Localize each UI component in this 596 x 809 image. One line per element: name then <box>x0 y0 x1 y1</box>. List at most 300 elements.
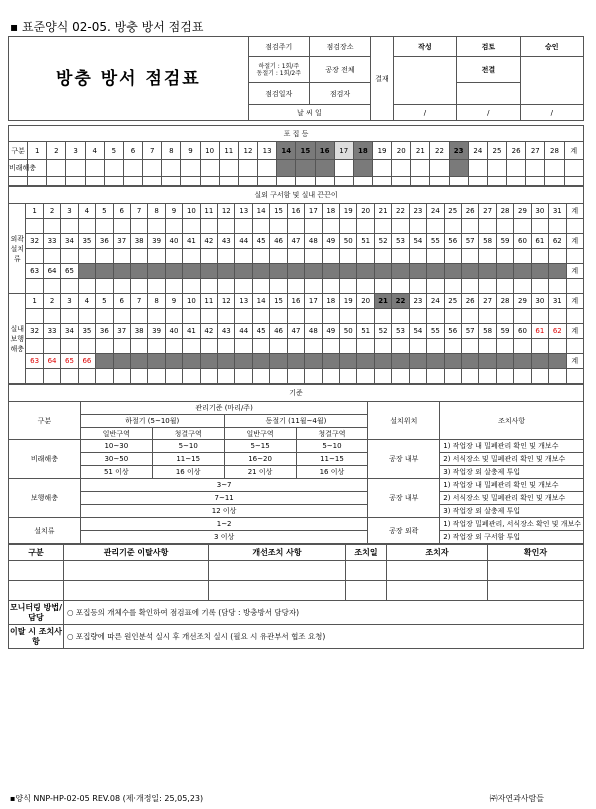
outdoor-station-cell[interactable] <box>252 279 269 294</box>
flying-label: 비래해충 <box>9 440 81 479</box>
outdoor-station-cell[interactable] <box>78 219 95 234</box>
outdoor-station-cell[interactable] <box>113 279 130 294</box>
outdoor-station-number: 50 <box>340 234 357 249</box>
outdoor-station-cell[interactable] <box>531 249 548 264</box>
trap-count-cell[interactable] <box>258 160 277 177</box>
outdoor-station-cell[interactable] <box>496 219 513 234</box>
trap-count-cell[interactable] <box>66 160 85 177</box>
outdoor-station-cell[interactable] <box>270 279 287 294</box>
blank-cell <box>430 177 449 186</box>
trap-count-cell[interactable] <box>181 160 200 177</box>
outdoor-station-number: 1 <box>26 204 43 219</box>
reviewer-sign[interactable] <box>457 83 520 105</box>
indoor-station-number: 11 <box>200 294 217 309</box>
outdoor-station-cell[interactable] <box>43 219 60 234</box>
trap-count-cell[interactable] <box>143 160 162 177</box>
indoor-station-cell[interactable] <box>496 339 513 354</box>
indoor-station-cell[interactable] <box>165 369 182 384</box>
outdoor-station-cell[interactable] <box>183 219 200 234</box>
indoor-station-cell[interactable] <box>148 309 165 324</box>
outdoor-station-cell[interactable] <box>305 219 322 234</box>
indoor-station-number: 46 <box>270 324 287 339</box>
indoor-station-cell[interactable] <box>531 309 548 324</box>
indoor-station-number: 47 <box>287 324 304 339</box>
outdoor-station-cell[interactable] <box>461 279 478 294</box>
outdoor-station-cell[interactable] <box>340 219 357 234</box>
indoor-station-cell[interactable] <box>444 369 461 384</box>
indoor-station-cell[interactable] <box>270 369 287 384</box>
indoor-station-cell[interactable] <box>26 339 43 354</box>
log-cell[interactable] <box>488 561 584 581</box>
indoor-station-cell[interactable] <box>479 309 496 324</box>
unused-cell <box>479 264 496 279</box>
trap-count-cell[interactable] <box>430 160 449 177</box>
indoor-station-cell[interactable] <box>183 309 200 324</box>
indoor-station-cell[interactable] <box>218 369 235 384</box>
trap-count-cell[interactable] <box>238 160 257 177</box>
unused-cell <box>148 264 165 279</box>
indoor-station-cell[interactable] <box>218 309 235 324</box>
trap-count-cell[interactable] <box>200 160 219 177</box>
outdoor-station-cell[interactable] <box>270 219 287 234</box>
outdoor-station-cell[interactable] <box>374 249 391 264</box>
indoor-station-cell[interactable] <box>427 309 444 324</box>
indoor-station-number: 20 <box>357 294 374 309</box>
outdoor-station-cell[interactable] <box>409 279 426 294</box>
outdoor-station-cell[interactable] <box>130 279 147 294</box>
monitor-label: 모니터링 방법/담당 <box>9 601 64 625</box>
trap-count-cell[interactable] <box>219 160 238 177</box>
outdoor-station-cell[interactable] <box>252 249 269 264</box>
outdoor-station-cell[interactable] <box>549 249 566 264</box>
indoor-station-cell[interactable] <box>287 309 304 324</box>
blank-cell <box>9 177 28 186</box>
log-cell[interactable] <box>488 581 584 601</box>
trap-count-cell[interactable] <box>507 160 526 177</box>
outdoor-station-cell[interactable] <box>427 279 444 294</box>
outdoor-station-cell[interactable] <box>200 279 217 294</box>
indoor-station-number: 15 <box>270 294 287 309</box>
outdoor-station-cell[interactable] <box>305 249 322 264</box>
indoor-station-cell[interactable] <box>427 339 444 354</box>
outdoor-station-cell[interactable] <box>165 219 182 234</box>
trap-count-cell[interactable] <box>162 160 181 177</box>
outdoor-station-cell[interactable] <box>183 279 200 294</box>
indoor-station-cell[interactable] <box>409 309 426 324</box>
outdoor-station-cell[interactable] <box>322 219 339 234</box>
unused-cell <box>305 264 322 279</box>
trap-number: 11 <box>219 142 238 160</box>
outdoor-station-cell[interactable] <box>322 249 339 264</box>
outdoor-station-number: 33 <box>43 234 60 249</box>
indoor-station-cell[interactable] <box>496 309 513 324</box>
trap-count-cell[interactable] <box>411 160 430 177</box>
indoor-station-cell[interactable] <box>165 339 182 354</box>
log-cell[interactable] <box>64 581 209 601</box>
indoor-station-cell[interactable] <box>148 339 165 354</box>
trap-count-cell[interactable] <box>372 160 391 177</box>
indoor-station-cell[interactable] <box>392 309 409 324</box>
indoor-station-number: 60 <box>514 324 531 339</box>
outdoor-station-cell[interactable] <box>113 249 130 264</box>
indoor-station-cell[interactable] <box>461 369 478 384</box>
indoor-station-cell[interactable] <box>96 309 113 324</box>
outdoor-station-cell[interactable] <box>96 279 113 294</box>
outdoor-station-number: 51 <box>357 234 374 249</box>
trap-number: 1 <box>28 142 47 160</box>
outdoor-station-cell[interactable] <box>514 219 531 234</box>
indoor-station-cell[interactable] <box>130 309 147 324</box>
monitor-text: ○ 포집등의 개체수를 확인하여 점검표에 기록 (담당 : 방충방서 담당자) <box>64 601 584 625</box>
outdoor-station-cell[interactable] <box>200 249 217 264</box>
blank-cell <box>449 177 468 186</box>
trap-number: 23 <box>449 142 468 160</box>
log-cell[interactable] <box>64 561 209 581</box>
outdoor-station-cell[interactable] <box>549 279 566 294</box>
unused-cell <box>235 354 252 369</box>
criteria-title: 기준 <box>9 385 584 402</box>
trap-count-cell[interactable] <box>449 160 468 177</box>
outdoor-station-cell[interactable] <box>374 279 391 294</box>
outdoor-station-cell[interactable] <box>531 279 548 294</box>
trap-total-cell[interactable] <box>564 160 583 177</box>
indoor-station-cell[interactable] <box>270 339 287 354</box>
indoor-station-cell[interactable] <box>322 309 339 324</box>
outdoor-station-cell[interactable] <box>287 219 304 234</box>
outdoor-total-cell[interactable] <box>566 219 584 234</box>
criteria-kind: 구분 <box>9 402 81 440</box>
indoor-station-number: 17 <box>305 294 322 309</box>
log-cell[interactable] <box>387 581 488 601</box>
indoor-station-cell[interactable] <box>26 309 43 324</box>
outdoor-station-cell[interactable] <box>340 279 357 294</box>
indoor-station-cell[interactable] <box>235 339 252 354</box>
outdoor-station-number: 5 <box>96 204 113 219</box>
indoor-station-cell[interactable] <box>531 339 548 354</box>
trap-number: 2 <box>47 142 66 160</box>
outdoor-station-cell[interactable] <box>427 219 444 234</box>
outdoor-station-cell[interactable] <box>200 219 217 234</box>
outdoor-station-cell[interactable] <box>427 249 444 264</box>
outdoor-station-cell[interactable] <box>479 279 496 294</box>
indoor-station-cell[interactable] <box>287 369 304 384</box>
outdoor-station-cell[interactable] <box>461 249 478 264</box>
indoor-station-cell[interactable] <box>305 369 322 384</box>
indoor-station-cell[interactable] <box>43 369 60 384</box>
indoor-total-cell[interactable] <box>566 369 584 384</box>
outdoor-station-number: 30 <box>531 204 548 219</box>
log-cell[interactable] <box>346 561 387 581</box>
outdoor-station-cell[interactable] <box>61 219 78 234</box>
indoor-station-cell[interactable] <box>392 369 409 384</box>
trap-number: 4 <box>85 142 104 160</box>
trap-count-cell[interactable] <box>315 160 334 177</box>
outdoor-station-cell[interactable] <box>409 219 426 234</box>
trap-count-cell[interactable] <box>487 160 506 177</box>
outdoor-station-cell[interactable] <box>479 249 496 264</box>
blank-cell <box>507 177 526 186</box>
indoor-station-cell[interactable] <box>479 369 496 384</box>
indoor-station-number: 16 <box>287 294 304 309</box>
indoor-station-cell[interactable] <box>43 339 60 354</box>
log-cell[interactable] <box>9 561 64 581</box>
outdoor-station-cell[interactable] <box>479 219 496 234</box>
indoor-station-cell[interactable] <box>287 339 304 354</box>
indoor-station-number: 64 <box>43 354 60 369</box>
outdoor-station-cell[interactable] <box>444 279 461 294</box>
indoor-station-cell[interactable] <box>183 339 200 354</box>
outdoor-station-number: 6 <box>113 204 130 219</box>
outdoor-station-cell[interactable] <box>235 279 252 294</box>
outdoor-station-cell[interactable] <box>148 219 165 234</box>
outdoor-station-cell[interactable] <box>392 219 409 234</box>
indoor-station-cell[interactable] <box>113 369 130 384</box>
outdoor-station-cell[interactable] <box>113 219 130 234</box>
indoor-station-cell[interactable] <box>218 339 235 354</box>
outdoor-station-cell[interactable] <box>78 279 95 294</box>
outdoor-station-cell[interactable] <box>130 249 147 264</box>
indoor-station-number: 24 <box>427 294 444 309</box>
indoor-station-cell[interactable] <box>96 339 113 354</box>
indoor-station-cell[interactable] <box>96 369 113 384</box>
trap-count-cell[interactable] <box>47 160 66 177</box>
outdoor-station-cell[interactable] <box>165 249 182 264</box>
outdoor-station-cell[interactable] <box>148 279 165 294</box>
indoor-station-cell[interactable] <box>409 339 426 354</box>
outdoor-station-cell[interactable] <box>287 279 304 294</box>
indoor-station-cell[interactable] <box>374 309 391 324</box>
date-label: 점검일자 <box>248 83 309 105</box>
outdoor-station-cell[interactable] <box>78 249 95 264</box>
indoor-station-number: 56 <box>444 324 461 339</box>
outdoor-station-number: 64 <box>43 264 60 279</box>
unused-cell <box>392 354 409 369</box>
indoor-station-cell[interactable] <box>479 339 496 354</box>
bait-station-table <box>8 186 584 384</box>
indoor-station-cell[interactable] <box>113 339 130 354</box>
indoor-station-cell[interactable] <box>427 369 444 384</box>
trap-number: 19 <box>372 142 391 160</box>
indoor-station-cell[interactable] <box>340 369 357 384</box>
outdoor-station-cell[interactable] <box>374 219 391 234</box>
indoor-station-number: 21 <box>374 294 391 309</box>
indoor-station-cell[interactable] <box>549 339 566 354</box>
unused-cell <box>514 354 531 369</box>
indoor-total-cell[interactable] <box>566 309 584 324</box>
indoor-station-cell[interactable] <box>357 339 374 354</box>
indoor-station-cell[interactable] <box>305 309 322 324</box>
indoor-station-cell[interactable] <box>549 309 566 324</box>
indoor-total-cell[interactable] <box>566 339 584 354</box>
indoor-station-number: 65 <box>61 354 78 369</box>
outdoor-station-cell[interactable] <box>409 249 426 264</box>
trap-count-cell[interactable] <box>334 160 353 177</box>
outdoor-station-cell[interactable] <box>165 279 182 294</box>
indoor-station-cell[interactable] <box>514 369 531 384</box>
indoor-station-cell[interactable] <box>322 339 339 354</box>
indoor-station-cell[interactable] <box>374 339 391 354</box>
unused-cell <box>183 264 200 279</box>
trap-count-cell[interactable] <box>545 160 564 177</box>
indoor-station-cell[interactable] <box>252 339 269 354</box>
trap-number: 9 <box>181 142 200 160</box>
outdoor-station-cell[interactable] <box>287 249 304 264</box>
indoor-station-cell[interactable] <box>461 339 478 354</box>
trap-count-cell[interactable] <box>296 160 315 177</box>
outdoor-station-cell[interactable] <box>357 279 374 294</box>
indoor-station-cell[interactable] <box>61 309 78 324</box>
outdoor-station-cell[interactable] <box>148 249 165 264</box>
outdoor-station-cell[interactable] <box>235 249 252 264</box>
indoor-station-number: 39 <box>148 324 165 339</box>
indoor-station-cell[interactable] <box>340 309 357 324</box>
outdoor-station-cell[interactable] <box>392 279 409 294</box>
outdoor-station-cell[interactable] <box>357 219 374 234</box>
indoor-station-cell[interactable] <box>374 369 391 384</box>
author-sign[interactable] <box>393 57 456 105</box>
criteria-table: 기준 구분 관리기준 (마리/주) 설치위치 조치사항 하절기 (5~10월) 동절기 (11월~4월) 일반구역 청결구역 일반구역 청결구역 비래해충 10~30 5~10 5~15 5~10 공장 내부 1) 작업장 내 밀폐관리 확인 및 개보수 30~50 11~15 16~20 11~15 2) 서식장소 및 밀폐관리 확인 및 개보수 51 이상 16 이상 21 이상 16 이상 3) 작업장 외 살충제 투입 보행해충 3~7 공장 내부 1) 작업장 내 밀폐관리 확인 및 개보수 7~11 2) 서식장소 및 밀폐관리 확인 및 개보수 12 이상 3) 작업장 외 살충제 투입 설치류 1~2 공장 외곽 1) 작업장 밀폐관리, 서식장소 확인 및 개보수 3 이상 2) 작업장 외 구서함 투입 <box>8 384 584 544</box>
trap-count-cell[interactable] <box>123 160 142 177</box>
unused-cell <box>113 354 130 369</box>
indoor-station-cell[interactable] <box>305 339 322 354</box>
trap-count-cell[interactable] <box>85 160 104 177</box>
indoor-station-cell[interactable] <box>43 309 60 324</box>
outdoor-station-cell[interactable] <box>270 249 287 264</box>
place-label: 점검장소 <box>309 37 370 57</box>
indoor-station-cell[interactable] <box>130 339 147 354</box>
main-title: 방충 방서 점검표 <box>9 37 249 121</box>
unused-cell <box>461 354 478 369</box>
outdoor-station-number: 13 <box>235 204 252 219</box>
indoor-station-cell[interactable] <box>130 369 147 384</box>
outdoor-station-cell[interactable] <box>514 279 531 294</box>
indoor-station-cell[interactable] <box>78 369 95 384</box>
outdoor-station-cell[interactable] <box>252 219 269 234</box>
outdoor-station-cell[interactable] <box>514 249 531 264</box>
indoor-station-cell[interactable] <box>61 339 78 354</box>
outdoor-station-cell[interactable] <box>549 219 566 234</box>
outdoor-station-cell[interactable] <box>26 219 43 234</box>
outdoor-station-cell[interactable] <box>218 219 235 234</box>
indoor-station-cell[interactable] <box>322 369 339 384</box>
approver-sign[interactable] <box>520 57 583 105</box>
outdoor-station-cell[interactable] <box>183 249 200 264</box>
trap-count-cell[interactable] <box>277 160 296 177</box>
indoor-station-cell[interactable] <box>549 369 566 384</box>
log-cell[interactable] <box>209 581 346 601</box>
outdoor-total-cell[interactable] <box>566 279 584 294</box>
unused-cell <box>78 264 95 279</box>
log-cell[interactable] <box>209 561 346 581</box>
indoor-station-cell[interactable] <box>148 369 165 384</box>
indoor-station-cell[interactable] <box>252 309 269 324</box>
log-cell[interactable] <box>387 561 488 581</box>
outdoor-station-cell[interactable] <box>444 219 461 234</box>
indoor-station-number: 8 <box>148 294 165 309</box>
log-cell[interactable] <box>346 581 387 601</box>
trap-number: 22 <box>430 142 449 160</box>
outdoor-station-cell[interactable] <box>26 249 43 264</box>
indoor-station-cell[interactable] <box>340 339 357 354</box>
indoor-station-cell[interactable] <box>78 309 95 324</box>
indoor-station-number: 66 <box>78 354 95 369</box>
outdoor-station-number: 54 <box>409 234 426 249</box>
outdoor-station-cell[interactable] <box>305 279 322 294</box>
outdoor-station-cell[interactable] <box>218 249 235 264</box>
outdoor-station-number: 31 <box>549 204 566 219</box>
indoor-station-cell[interactable] <box>357 309 374 324</box>
trap-count-cell[interactable] <box>392 160 411 177</box>
outdoor-station-cell[interactable] <box>340 249 357 264</box>
outdoor-station-cell[interactable] <box>96 249 113 264</box>
indoor-station-cell[interactable] <box>514 309 531 324</box>
indoor-station-cell[interactable] <box>514 339 531 354</box>
trap-number: 13 <box>258 142 277 160</box>
outdoor-station-cell[interactable] <box>96 219 113 234</box>
indoor-station-cell[interactable] <box>113 309 130 324</box>
outdoor-station-cell[interactable] <box>26 279 43 294</box>
outdoor-station-cell[interactable] <box>531 219 548 234</box>
trap-total: 계 <box>564 142 583 160</box>
trap-count-cell[interactable] <box>468 160 487 177</box>
indoor-station-cell[interactable] <box>461 309 478 324</box>
outdoor-station-cell[interactable] <box>461 219 478 234</box>
indoor-station-cell[interactable] <box>200 309 217 324</box>
outdoor-station-cell[interactable] <box>43 249 60 264</box>
outdoor-station-cell[interactable] <box>322 279 339 294</box>
outdoor-station-cell[interactable] <box>357 249 374 264</box>
indoor-station-cell[interactable] <box>200 339 217 354</box>
trap-count-cell[interactable] <box>353 160 372 177</box>
log-cell[interactable] <box>9 581 64 601</box>
indoor-station-cell[interactable] <box>357 369 374 384</box>
trap-count-cell[interactable] <box>526 160 545 177</box>
indoor-station-cell[interactable] <box>270 309 287 324</box>
outdoor-station-cell[interactable] <box>61 279 78 294</box>
outdoor-station-cell[interactable] <box>392 249 409 264</box>
indoor-station-cell[interactable] <box>78 339 95 354</box>
outdoor-station-cell[interactable] <box>218 279 235 294</box>
outdoor-station-cell[interactable] <box>444 249 461 264</box>
outdoor-station-cell[interactable] <box>61 249 78 264</box>
indoor-station-cell[interactable] <box>200 369 217 384</box>
outdoor-total-cell[interactable] <box>566 249 584 264</box>
indoor-station-cell[interactable] <box>252 369 269 384</box>
indoor-station-cell[interactable] <box>496 369 513 384</box>
indoor-station-cell[interactable] <box>235 309 252 324</box>
trap-count-cell[interactable] <box>104 160 123 177</box>
indoor-station-cell[interactable] <box>409 369 426 384</box>
indoor-station-cell[interactable] <box>531 369 548 384</box>
unused-cell <box>531 354 548 369</box>
blank-cell <box>545 177 564 186</box>
indoor-station-cell[interactable] <box>165 309 182 324</box>
outdoor-station-cell[interactable] <box>496 249 513 264</box>
outdoor-station-cell[interactable] <box>235 219 252 234</box>
outdoor-station-cell[interactable] <box>130 219 147 234</box>
indoor-station-number: 33 <box>43 324 60 339</box>
indoor-station-cell[interactable] <box>235 369 252 384</box>
indoor-station-cell[interactable] <box>61 369 78 384</box>
indoor-station-cell[interactable] <box>444 309 461 324</box>
indoor-station-cell[interactable] <box>26 369 43 384</box>
indoor-station-cell[interactable] <box>392 339 409 354</box>
indoor-station-cell[interactable] <box>183 369 200 384</box>
inspector-label: 점검자 <box>309 83 370 105</box>
outdoor-station-cell[interactable] <box>496 279 513 294</box>
indoor-station-cell[interactable] <box>444 339 461 354</box>
outdoor-station-cell[interactable] <box>43 279 60 294</box>
